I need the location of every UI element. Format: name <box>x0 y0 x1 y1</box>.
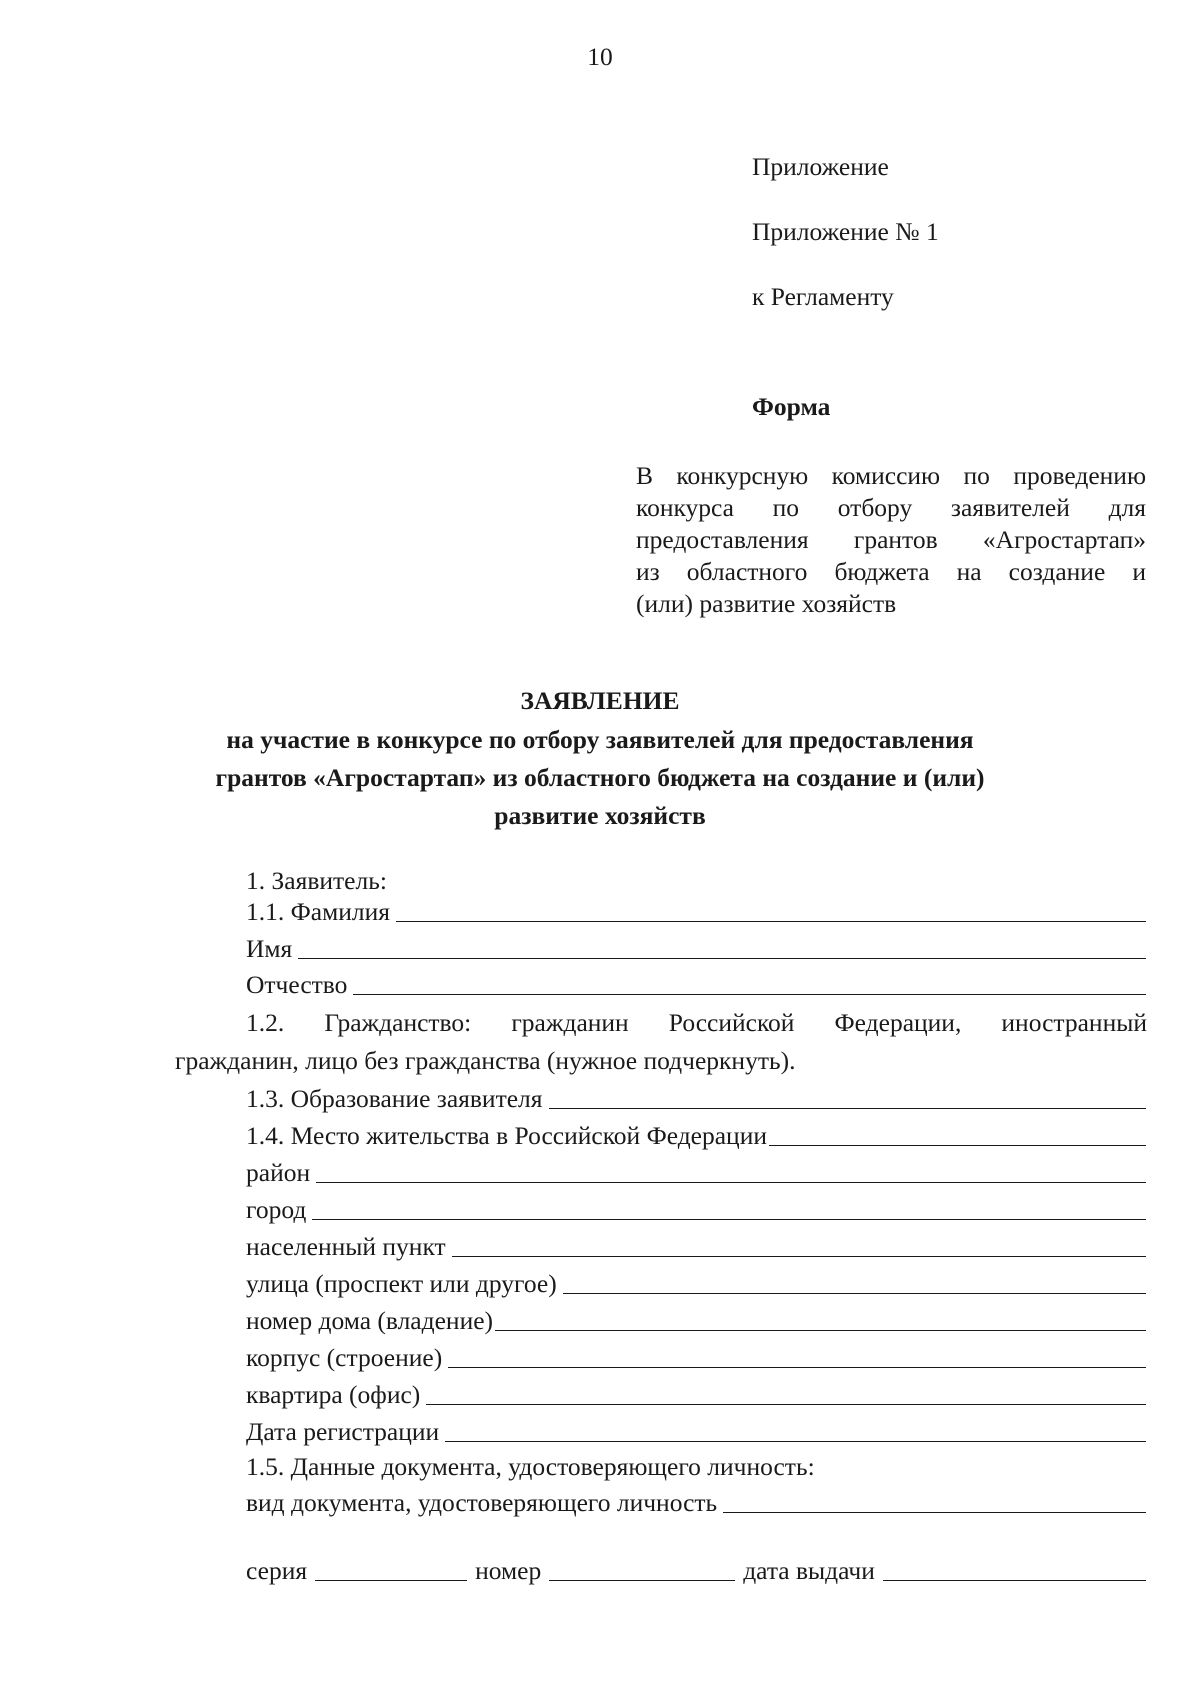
issue-date-line[interactable] <box>883 1580 1146 1581</box>
patronymic-field[interactable] <box>246 966 1146 1000</box>
citizenship-paragraph <box>175 1004 1147 1080</box>
citizenship-line: гражданин, лицо без гражданства (нужное подчеркнуть). <box>175 1046 796 1075</box>
document-subtitle: развитие хозяйств <box>494 801 706 830</box>
id-details-row <box>246 1552 1146 1586</box>
document-title: ЗАЯВЛЕНИЕ <box>520 686 680 715</box>
id-type-field[interactable] <box>246 1484 1146 1518</box>
surname-field[interactable] <box>246 893 1146 927</box>
surname-label: 1.1. Фамилия <box>246 897 390 926</box>
street-line[interactable] <box>563 1293 1146 1294</box>
id-type-line[interactable] <box>723 1512 1146 1513</box>
document-subtitle: на участие в конкурсе по отбору заявителей для предоставления <box>226 725 974 754</box>
settlement-line[interactable] <box>452 1256 1146 1257</box>
document-subtitle: грантов «Агростартап» из областного бюджета на создание и (или) <box>215 763 985 792</box>
name-field[interactable] <box>246 930 1146 964</box>
appendix-number: Приложение № 1 <box>752 217 939 246</box>
addressee-line: из областного бюджета на создание и <box>636 557 1146 586</box>
appendix-reference: к Регламенту <box>752 282 894 311</box>
registration-date-field[interactable] <box>246 1413 1146 1447</box>
residence-field[interactable] <box>246 1117 1146 1151</box>
patronymic-label: Отчество <box>246 970 348 999</box>
city-label: город <box>246 1195 307 1224</box>
settlement-label: населенный пункт <box>246 1232 446 1261</box>
patronymic-line[interactable] <box>353 994 1146 995</box>
id-document-heading: 1.5. Данные документа, удостоверяющего личность: <box>246 1452 815 1481</box>
addressee-line: (или) развитие хозяйств <box>636 589 897 618</box>
education-label: 1.3. Образование заявителя <box>246 1084 543 1113</box>
city-line[interactable] <box>312 1219 1146 1220</box>
building-line[interactable] <box>448 1367 1146 1368</box>
settlement-field[interactable] <box>246 1228 1146 1262</box>
applicant-heading: 1. Заявитель: <box>246 866 387 895</box>
surname-line[interactable] <box>396 921 1146 922</box>
house-line[interactable] <box>495 1330 1146 1331</box>
page-number: 10 <box>587 42 613 71</box>
apartment-field[interactable] <box>246 1376 1146 1410</box>
registration-date-line[interactable] <box>445 1441 1146 1442</box>
district-field[interactable] <box>246 1154 1146 1188</box>
name-label: Имя <box>246 934 293 963</box>
issue-date-label: дата выдачи <box>743 1556 875 1585</box>
district-label: район <box>246 1158 311 1187</box>
residence-label: 1.4. Место жительства в Российской Федерации <box>246 1121 767 1150</box>
apartment-label: квартира (офис) <box>246 1380 421 1409</box>
number-line[interactable] <box>549 1580 735 1581</box>
addressee-line: конкурса по отбору заявителей для <box>636 493 1146 522</box>
house-field[interactable] <box>246 1302 1146 1336</box>
citizenship-line: 1.2. Гражданство: гражданин Российской Федерации, иностранный <box>246 1008 1147 1037</box>
building-label: корпус (строение) <box>246 1343 443 1372</box>
number-label: номер <box>475 1556 542 1585</box>
apartment-line[interactable] <box>426 1404 1146 1405</box>
series-label: серия <box>246 1556 308 1585</box>
form-label: Форма <box>752 392 831 421</box>
building-field[interactable] <box>246 1339 1146 1373</box>
series-line[interactable] <box>315 1580 467 1581</box>
street-label: улица (проспект или другое) <box>246 1269 557 1298</box>
name-line[interactable] <box>298 958 1146 959</box>
registration-date-label: Дата регистрации <box>246 1417 440 1446</box>
street-field[interactable] <box>246 1265 1146 1299</box>
appendix-line: Приложение <box>752 152 889 181</box>
addressee-block <box>636 460 1146 620</box>
city-field[interactable] <box>246 1191 1146 1225</box>
residence-line[interactable] <box>769 1145 1146 1146</box>
education-field[interactable] <box>246 1080 1146 1114</box>
district-line[interactable] <box>316 1182 1146 1183</box>
education-line[interactable] <box>549 1108 1147 1109</box>
house-label: номер дома (владение) <box>246 1306 494 1335</box>
id-type-label: вид документа, удостоверяющего личность <box>246 1488 718 1517</box>
addressee-line: предоставления грантов «Агростартап» <box>636 525 1146 554</box>
addressee-line: В конкурсную комиссию по проведению <box>636 461 1146 490</box>
